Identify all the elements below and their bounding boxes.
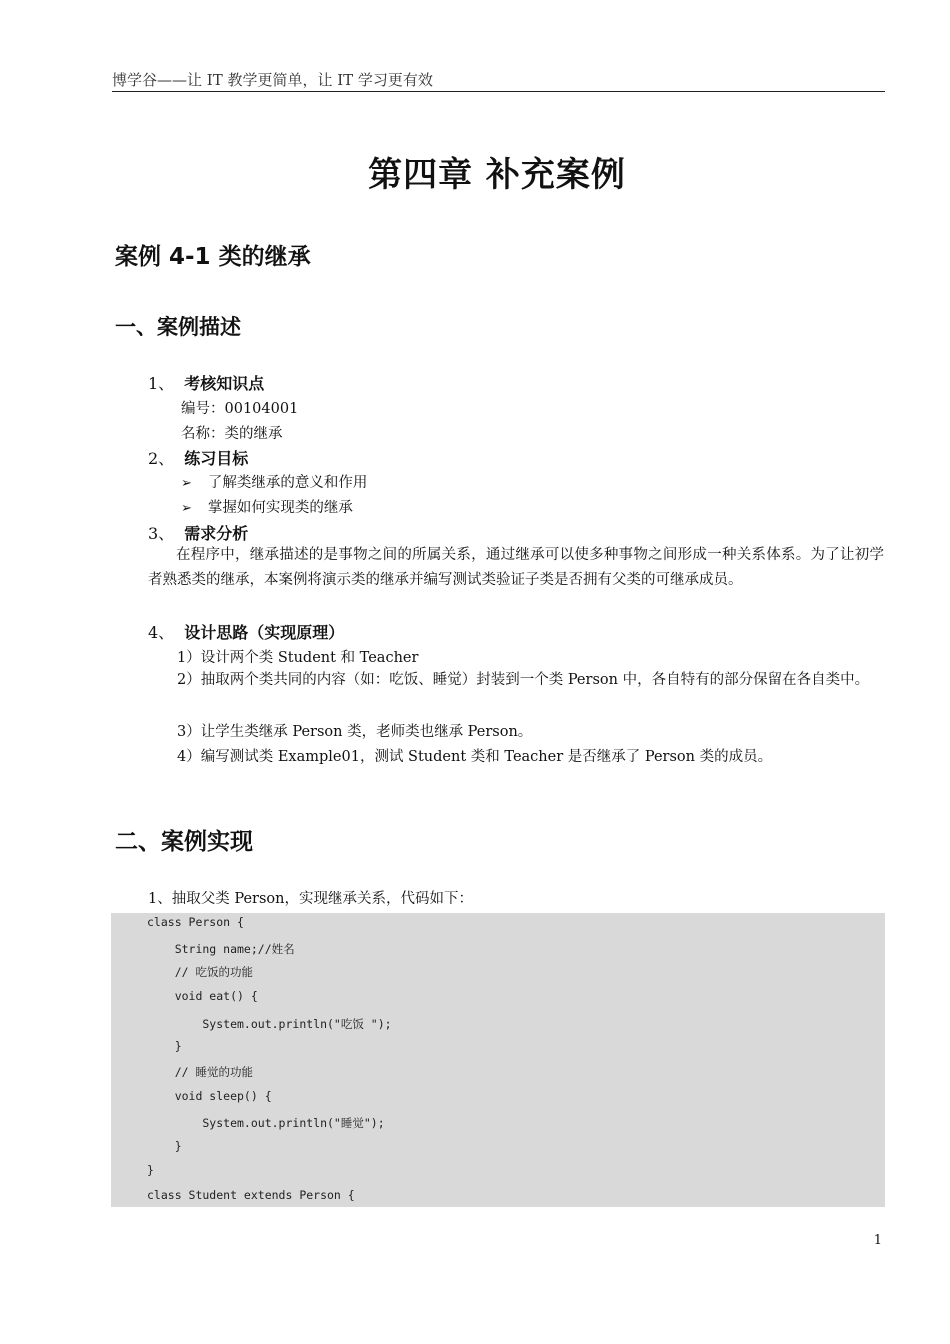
code-block bbox=[111, 913, 885, 1207]
code-line: // 睡觉的功能 bbox=[147, 1065, 253, 1079]
item-number: 3、 bbox=[148, 524, 175, 543]
item-label: 考核知识点 bbox=[184, 374, 265, 393]
item-label: 设计思路（实现原理） bbox=[184, 623, 345, 642]
item-heading-design-approach bbox=[148, 620, 344, 643]
code-line: class Student extends Person { bbox=[147, 1188, 355, 1202]
item-label: 需求分析 bbox=[184, 524, 249, 543]
code-line: } bbox=[147, 1039, 182, 1053]
design-step: 2）抽取两个类共同的内容（如：吃饭、睡觉）封装到一个类 Person 中，各自特有的部分保留在各自类中。 bbox=[177, 672, 870, 688]
code-line: String name;//姓名 bbox=[147, 942, 295, 956]
implementation-intro: 1、抽取父类 Person，实现继承关系，代码如下： bbox=[148, 891, 473, 907]
goal-bullet-item: ➢ 掌握如何实现类的继承 bbox=[181, 496, 353, 517]
item-heading-practice-goal bbox=[148, 446, 248, 469]
code-line: System.out.println("睡觉"); bbox=[147, 1116, 385, 1130]
item-heading-requirement-analysis bbox=[148, 521, 248, 544]
header-divider bbox=[112, 91, 885, 92]
section-heading-description: 一、案例描述 bbox=[115, 315, 241, 339]
case-title: 案例 4-1 类的继承 bbox=[115, 244, 311, 270]
item-label: 练习目标 bbox=[184, 449, 249, 468]
design-step: 3）让学生类继承 Person 类，老师类也继承 Person。 bbox=[177, 724, 533, 740]
item-heading-knowledge-point bbox=[148, 371, 264, 394]
page-header: 博学谷——让 IT 教学更简单，让 IT 学习更有效 bbox=[112, 71, 433, 89]
code-line: System.out.println("吃饭 "); bbox=[147, 1017, 392, 1031]
code-line: } bbox=[147, 1139, 182, 1153]
design-step: 1）设计两个类 Student 和 Teacher bbox=[177, 650, 419, 666]
design-step: 4）编写测试类 Example01，测试 Student 类和 Teacher 是否继承了 Person 类的成员。 bbox=[177, 749, 773, 765]
code-line: void eat() { bbox=[147, 989, 258, 1003]
knowledge-name-line: 名称：类的继承 bbox=[181, 426, 283, 442]
item-number: 2、 bbox=[148, 449, 175, 468]
code-line: void sleep() { bbox=[147, 1089, 272, 1103]
code-line: // 吃饭的功能 bbox=[147, 965, 253, 979]
section-heading-implementation: 二、案例实现 bbox=[115, 829, 253, 855]
requirement-paragraph: 在程序中，继承描述的是事物之间的所属关系，通过继承可以使多种事物之间形成一种关系体系。为了让初学者熟悉类的继承，本案例将演示类的继承并编写测试类验证子类是否拥有父类的可继承成员。 bbox=[148, 547, 884, 588]
knowledge-code-line: 编号：00104001 bbox=[181, 401, 299, 417]
code-line: } bbox=[147, 1163, 154, 1177]
goal-bullet-item: ➢ 了解类继承的意义和作用 bbox=[181, 471, 367, 492]
code-line: class Person { bbox=[147, 915, 244, 929]
chapter-title: 第四章 补充案例 bbox=[368, 155, 626, 195]
item-number: 4、 bbox=[148, 623, 175, 642]
item-number: 1、 bbox=[148, 374, 175, 393]
page-number: 1 bbox=[873, 1233, 882, 1248]
